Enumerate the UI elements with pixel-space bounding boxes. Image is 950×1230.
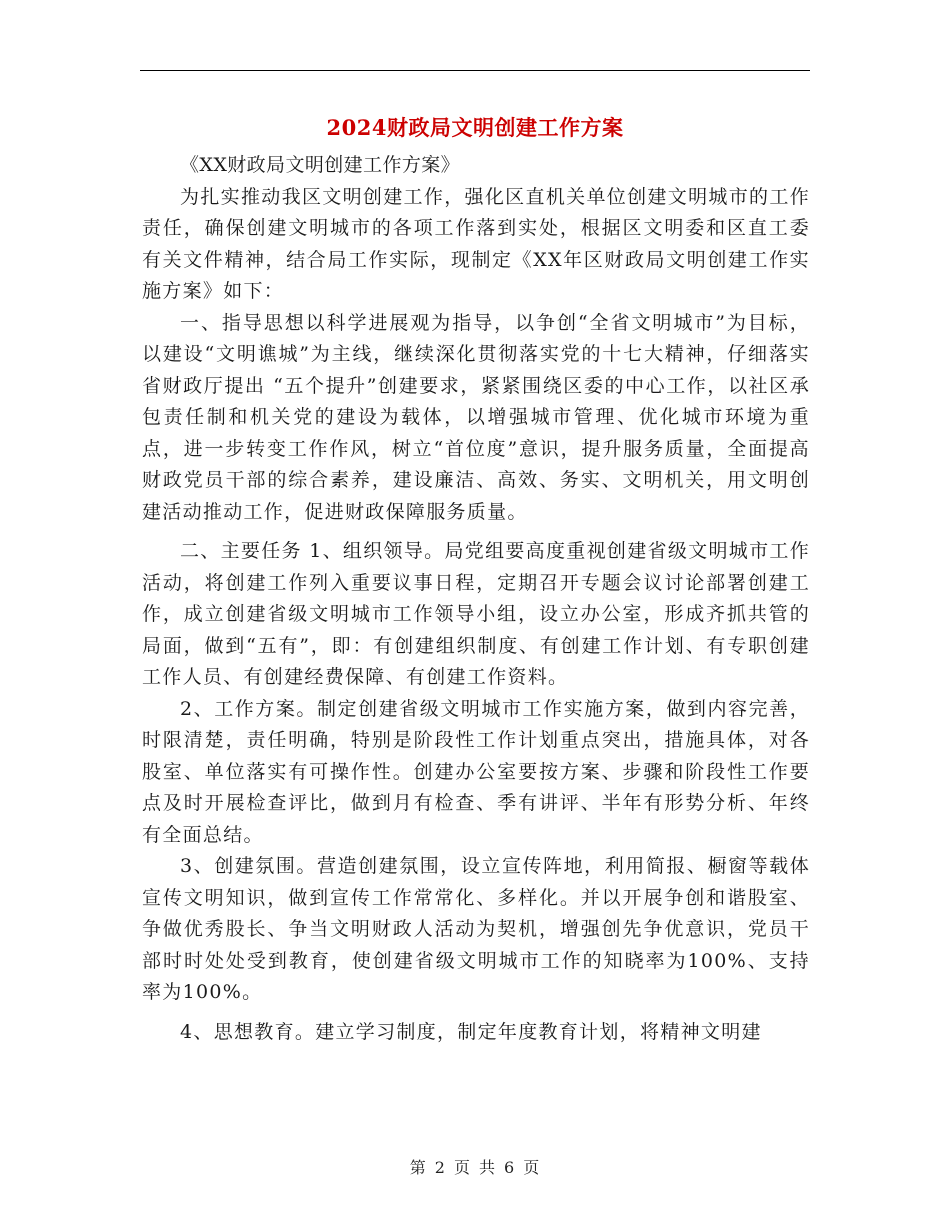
paragraph-education: 4、思想教育。建立学习制度，制定年度教育计划，将精神文明建 xyxy=(180,1020,762,1043)
document-subtitle: 《XX财政局文明创建工作方案》 xyxy=(180,154,461,176)
paragraph-work-plan: 2、工作方案。制定创建省级文明城市工作实施方案，做到内容完善，时限清楚，责任明确，特别是阶段性工作计划重点突出，措施具体，对各股室、单位落实有可操作性。创建办公室要按方案、步骤和阶段性工作要点及时开展检查评比，做到月有检查、季有讲评、半年有形势分析、年终有全面总结。 xyxy=(142,697,810,846)
paragraph-main-tasks: 二、主要任务 1、组织领导。局党组要高度重视创建省级文明城市工作活动，将创建工作列入重要议事日程，定期召开专题会议讨论部署创建工作，成立创建省级文明城市工作领导小组，设立办公室，形成齐抓共管的局面，做到“五有”，即：有创建组织制度、有创建工作计划、有专职创建工作人员、有创建经费保障、有创建工作资料。 xyxy=(142,540,810,688)
footer-prefix: 第 xyxy=(409,1158,427,1177)
footer-page-word: 页 xyxy=(453,1158,471,1177)
paragraph-intro: 为扎实推动我区文明创建工作，强化区直机关单位创建文明城市的工作责任，确保创建文明城市的各项工作落到实处，根据区文明委和区直工委有关文件精神，结合局工作实际，现制定《XX年区财政局文明创建工作实施方案》如下： xyxy=(142,185,810,302)
paragraph-atmosphere: 3、创建氛围。营造创建氛围，设立宣传阵地，利用简报、橱窗等载体宣传文明知识，做到宣传工作常常化、多样化。并以开展争创和谐股室、争做优秀股长、争当文明财政人活动为契机，增强创先争优意识，党员干部时时处处受到教育，使创建省级文明城市工作的知晓率为100%、支持率为100%。 xyxy=(142,855,810,1003)
header-rule xyxy=(140,70,810,71)
footer-current-page: 2 xyxy=(434,1158,446,1177)
footer-suffix: 页 xyxy=(523,1158,541,1177)
footer-total-pages: 6 xyxy=(504,1158,516,1177)
document-title: 2024财政局文明创建工作方案 xyxy=(326,115,624,140)
document-body xyxy=(142,150,810,1048)
footer-total-word: 共 xyxy=(479,1158,497,1177)
page-footer xyxy=(0,1155,950,1178)
paragraph-guiding-thought: 一、指导思想以科学进展观为指导，以争创“全省文明城市”为目标，以建设“文明谯城”为主线，继续深化贯彻落实党的十七大精神，仔细落实省财政厅提出 “五个提升”创建要求，紧紧围绕区委的中心工作，以社区承包责任制和机关党的建设为载体，以增强城市管理、优化城市环境为重点，进一步转变工作作风，树立“首位度”意识，提升服务质量，全面提高财政党员干部的综合素养，建设廉洁、高效、务实、文明机关，用文明创建活动推动工作，促进财政保障服务质量。 xyxy=(142,311,810,523)
